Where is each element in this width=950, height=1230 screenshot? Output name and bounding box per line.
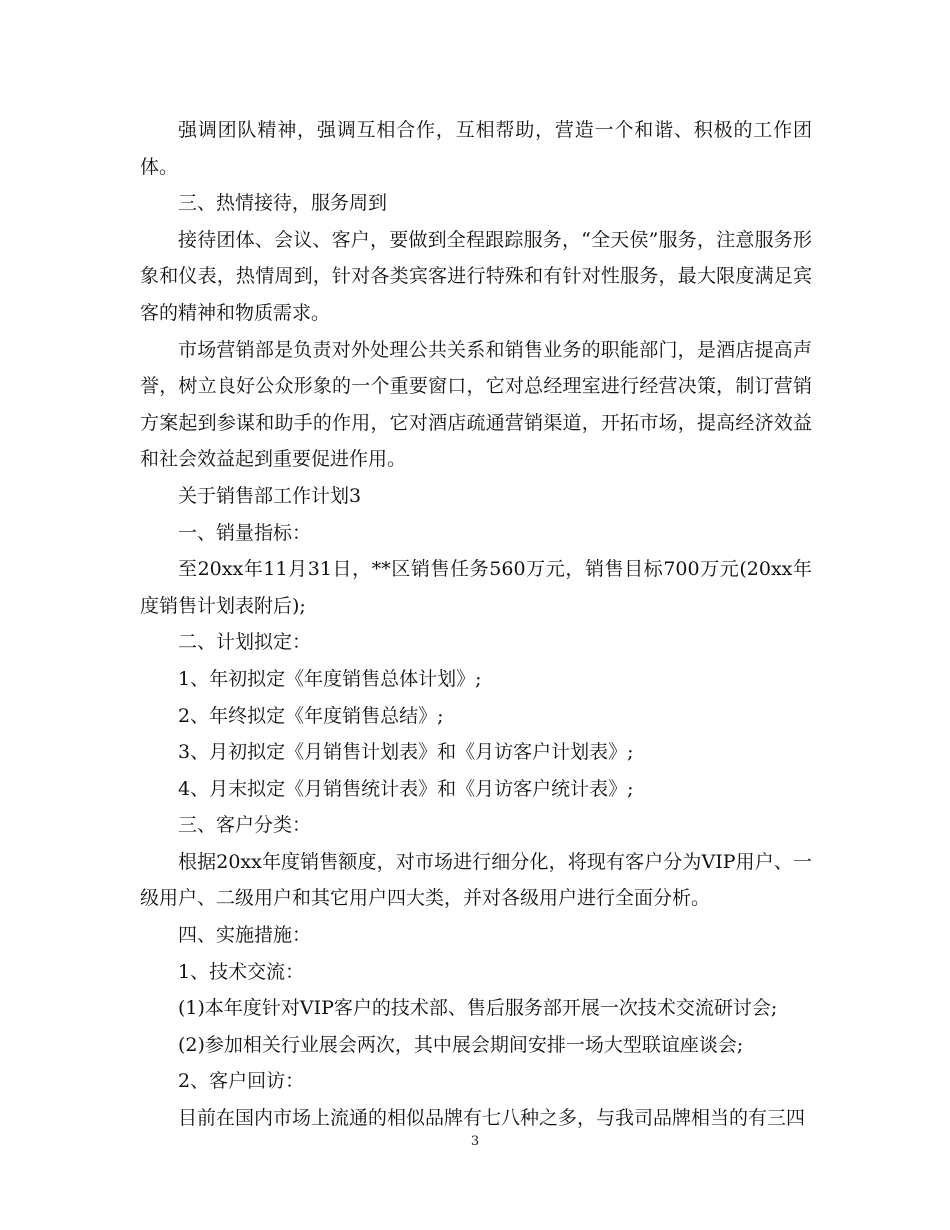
paragraph: 市场营销部是负责对外处理公共关系和销售业务的职能部门，是酒店提高声誉，树立良好公众形象的一个重要窗口，它对总经理室进行经营决策，制订营销方案起到参谋和助手的作用，它对酒店疏通营销渠道，开拓市场，提高经济效益和社会效益起到重要促进作用。 xyxy=(140,338,812,471)
section-heading: 二、计划拟定： xyxy=(178,631,312,654)
document-title: 关于销售部工作计划3 xyxy=(178,484,362,507)
subsection-heading: 1、技术交流： xyxy=(178,960,305,983)
paragraph: 强调团队精神，强调互相合作，互相帮助，营造一个和谐、积极的工作团体。 xyxy=(140,119,812,178)
subsection-heading: 2、客户回访： xyxy=(178,1070,305,1093)
list-item: 1、年初拟定《年度销售总体计划》; xyxy=(178,667,482,690)
list-item: 2、年终拟定《年度销售总结》; xyxy=(178,704,444,727)
list-item: (1)本年度针对VIP客户的技术部、售后服务部开展一次技术交流研讨会; xyxy=(178,997,778,1020)
paragraph: 接待团体、会议、客户，要做到全程跟踪服务，“全天侯”服务，注意服务形象和仪表，热情周到，针对各类宾客进行特殊和有针对性服务，最大限度满足宾客的精神和物质需求。 xyxy=(140,228,812,324)
list-item: 3、月初拟定《月销售计划表》和《月访客户计划表》; xyxy=(178,741,634,764)
section-heading: 一、销量指标： xyxy=(178,521,312,544)
section-heading: 三、客户分类： xyxy=(178,814,312,837)
page-number: 3 xyxy=(470,1134,480,1149)
paragraph: 至20xx年11月31日，**区销售任务560万元，销售目标700万元(20xx年度销售计划表附后); xyxy=(140,558,812,617)
section-heading: 四、实施措施： xyxy=(178,924,312,947)
paragraph: 目前在国内市场上流通的相似品牌有七八种之多，与我司品牌相当的有三四 xyxy=(178,1107,806,1130)
document-body xyxy=(140,112,812,1137)
section-heading: 三、热情接待，服务周到 xyxy=(178,192,388,215)
paragraph: 根据20xx年度销售额度，对市场进行细分化，将现有客户分为VIP用户、一级用户、二级用户和其它用户四大类，并对各级用户进行全面分析。 xyxy=(140,850,812,910)
list-item: 4、月末拟定《月销售统计表》和《月访客户统计表》; xyxy=(178,777,634,800)
list-item: (2)参加相关行业展会两次，其中展会期间安排一场大型联谊座谈会; xyxy=(178,1033,744,1056)
